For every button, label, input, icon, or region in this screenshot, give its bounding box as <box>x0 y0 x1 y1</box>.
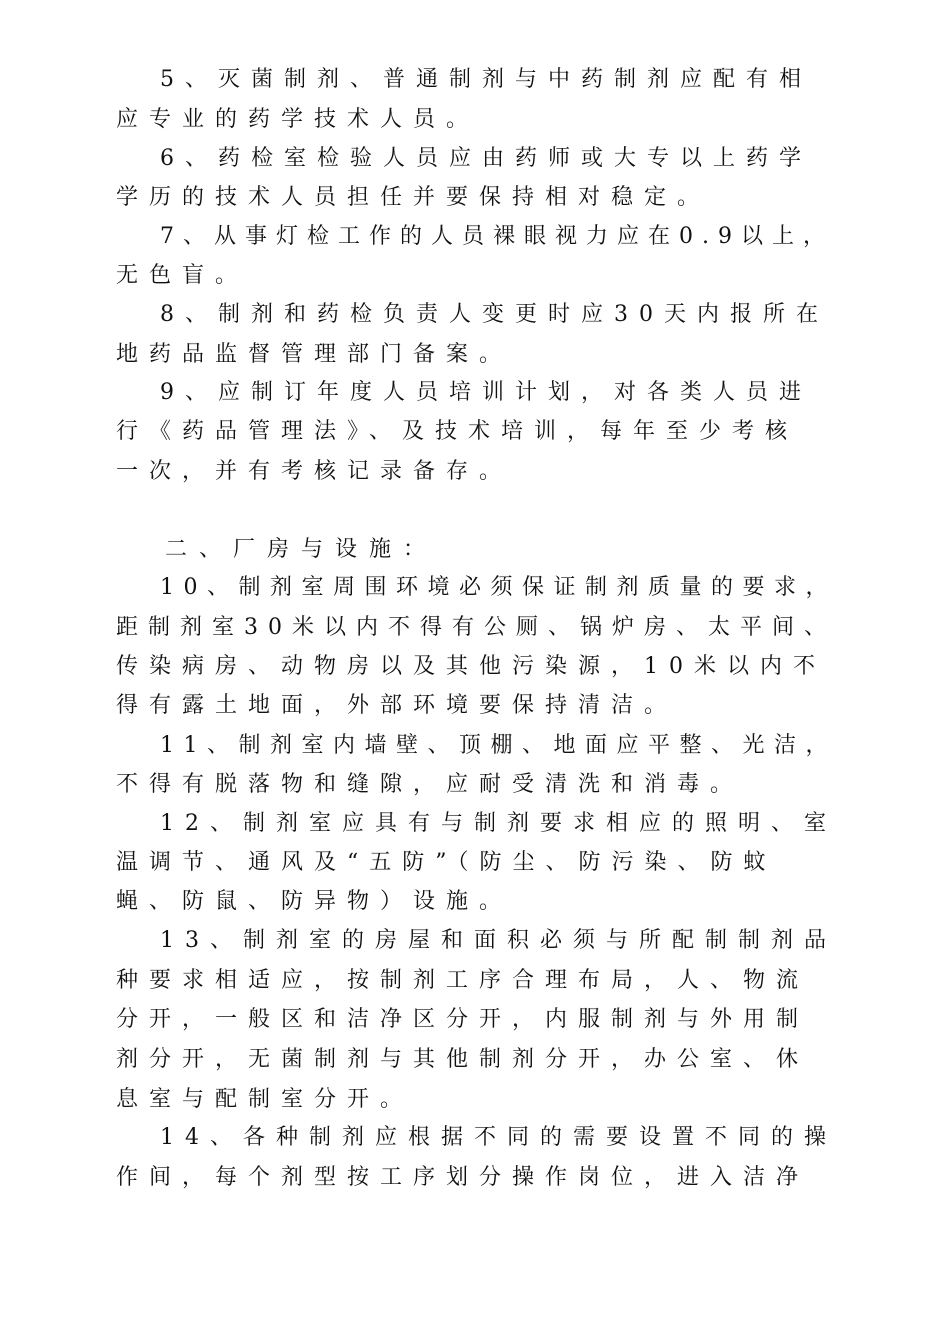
paragraph-11-line-2: 不得有脱落物和缝隙，应耐受清洗和消毒。 <box>116 772 744 797</box>
paragraph-12-line-3: 蝇、防鼠、防异物）设施。 <box>116 889 513 914</box>
paragraph-10-line-2: 距制剂室30米以内不得有公厕、锅炉房、太平间、 <box>116 615 836 640</box>
paragraph-7-line-1: 7、从事灯检工作的人员裸眼视力应在0.9以上， <box>160 224 834 249</box>
paragraph-8-line-2: 地药品监督管理部门备案。 <box>116 342 513 367</box>
paragraph-14-line-2: 作间，每个剂型按工序划分操作岗位，进入洁净 <box>116 1165 810 1190</box>
paragraph-11-line-1: 11、制剂室内墙壁、顶棚、地面应平整、光洁， <box>160 733 837 758</box>
paragraph-13-line-5: 息室与配制室分开。 <box>116 1087 414 1112</box>
paragraph-9-line-3: 一次，并有考核记录备存。 <box>116 459 513 484</box>
paragraph-13-line-1: 13、制剂室的房屋和面积必须与所配制制剂品 <box>160 928 837 953</box>
paragraph-5-line-2: 应专业的药学技术人员。 <box>116 107 480 132</box>
paragraph-5-line-1: 5、灭菌制剂、普通制剂与中药制剂应配有相 <box>160 67 812 92</box>
paragraph-7-line-2: 无色盲。 <box>116 263 249 288</box>
section-heading: 二、厂房与设施： <box>165 537 438 562</box>
paragraph-9-line-2: 行《药品管理法》、及技术培训，每年至少考核 <box>116 419 799 444</box>
paragraph-12-line-2: 温调节、通风及“五防”（防尘、防污染、防蚊 <box>116 850 777 875</box>
paragraph-12-line-1: 12、制剂室应具有与制剂要求相应的照明、室 <box>160 811 837 836</box>
paragraph-9-line-1: 9、应制订年度人员培训计划，对各类人员进 <box>160 380 812 405</box>
paragraph-10-line-1: 10、制剂室周围环境必须保证制剂质量的要求， <box>160 575 837 600</box>
paragraph-13-line-3: 分开，一般区和洁净区分开，内服制剂与外用制 <box>116 1007 810 1032</box>
paragraph-10-line-4: 得有露土地面，外部环境要保持清洁。 <box>116 693 678 718</box>
paragraph-6-line-1: 6、药检室检验人员应由药师或大专以上药学 <box>160 146 812 171</box>
paragraph-13-line-4: 剂分开，无菌制剂与其他制剂分开，办公室、休 <box>116 1047 810 1072</box>
paragraph-8-line-1: 8、制剂和药检负责人变更时应30天内报所在 <box>160 302 829 327</box>
paragraph-13-line-2: 种要求相适应，按制剂工序合理布局，人、物流 <box>116 968 810 993</box>
paragraph-14-line-1: 14、各种制剂应根据不同的需要设置不同的操 <box>160 1125 837 1150</box>
paragraph-6-line-2: 学历的技术人员担任并要保持相对稳定。 <box>116 185 711 210</box>
paragraph-10-line-3: 传染病房、动物房以及其他污染源，10米以内不 <box>116 654 826 679</box>
